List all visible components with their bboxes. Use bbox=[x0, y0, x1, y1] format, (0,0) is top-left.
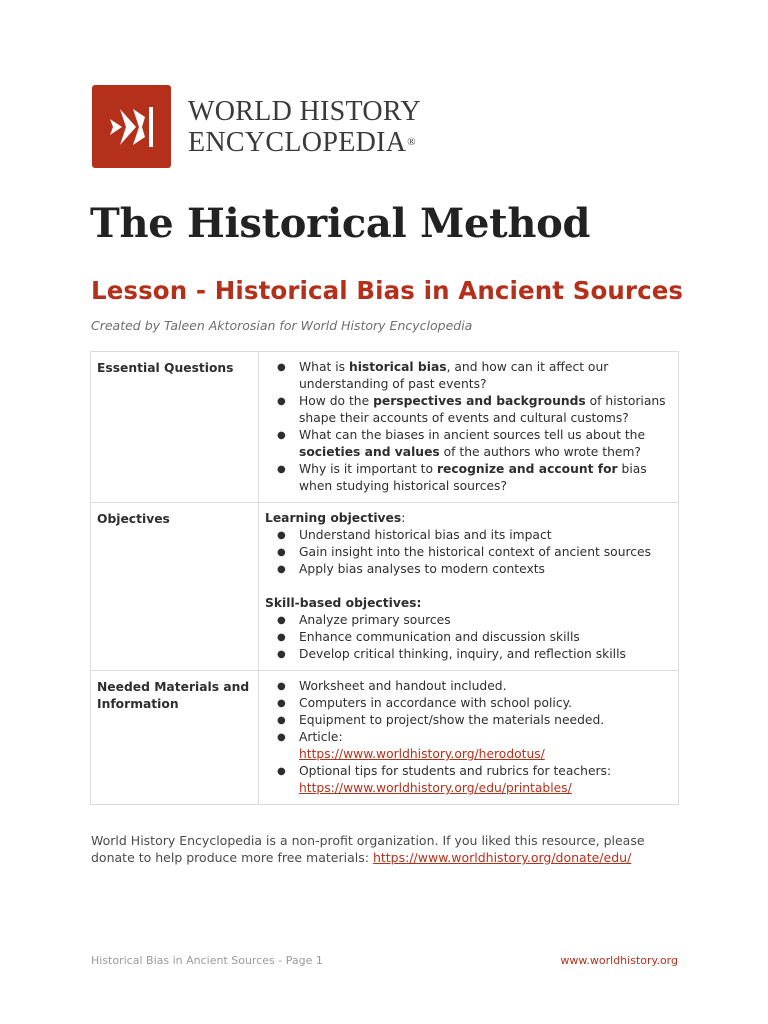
logo-emblem-icon bbox=[102, 97, 162, 157]
article-link[interactable]: https://www.worldhistory.org/herodotus/ bbox=[299, 747, 545, 761]
table-row-materials bbox=[91, 671, 679, 805]
item-text: Why is it important to bbox=[299, 462, 437, 476]
donate-link[interactable]: https://www.worldhistory.org/donate/edu/ bbox=[372, 850, 632, 865]
item-emphasis: historical bias bbox=[348, 360, 447, 374]
learning-objectives-list bbox=[265, 527, 672, 578]
list-item: ● Understand historical bias and its impact bbox=[265, 527, 672, 544]
footer-page-label: Historical Bias in Ancient Sources - Page 1 bbox=[91, 954, 323, 967]
list-item bbox=[265, 359, 672, 393]
list-item: ● Equipment to project/show the materials needed. bbox=[265, 712, 672, 729]
item-text: What can the biases in ancient sources tell us about the bbox=[299, 428, 646, 442]
registered-mark: ® bbox=[407, 135, 416, 148]
row-label-materials: Needed Materials and Information bbox=[91, 671, 259, 805]
tips-label: Optional tips for students and rubrics for teachers: bbox=[299, 764, 612, 778]
note-text: World History Encyclopedia is a non-profit organization. If you liked this resource, please donate to help produce more free materials: bbox=[91, 833, 645, 865]
list-item bbox=[265, 729, 672, 763]
item-emphasis: societies and values bbox=[299, 445, 440, 459]
item-text: What is bbox=[299, 360, 349, 374]
item-text: How do the bbox=[299, 394, 374, 408]
donation-note bbox=[91, 832, 691, 866]
brand-wordmark bbox=[188, 96, 421, 158]
essential-questions-content bbox=[259, 352, 679, 503]
learning-objectives-heading bbox=[265, 510, 672, 527]
heading-colon: : bbox=[401, 511, 406, 525]
materials-list bbox=[265, 678, 672, 797]
spacer bbox=[265, 578, 672, 595]
list-item bbox=[265, 763, 672, 797]
item-text: bias when studying historical sources? bbox=[299, 462, 647, 493]
heading-text: Learning objectives bbox=[265, 511, 402, 525]
byline: Created by Taleen Aktorosian for World History Encyclopedia bbox=[91, 318, 473, 333]
list-item: ● Computers in accordance with school policy. bbox=[265, 695, 672, 712]
list-item bbox=[265, 393, 672, 427]
brand-line-2 bbox=[188, 127, 421, 158]
logo-icon bbox=[92, 85, 171, 168]
item-text: of the authors who wrote them? bbox=[439, 445, 641, 459]
item-emphasis: perspectives and backgrounds bbox=[373, 394, 586, 408]
row-label-essential-questions: Essential Questions bbox=[91, 352, 259, 503]
footer-site-link[interactable]: www.worldhistory.org bbox=[560, 954, 678, 967]
heading-text: Skill-based objectives: bbox=[265, 596, 422, 610]
article-label: Article: bbox=[299, 730, 343, 744]
materials-content bbox=[259, 671, 679, 805]
row-label-objectives: Objectives bbox=[91, 503, 259, 671]
list-item bbox=[265, 461, 672, 495]
brand-line-2-text: ENCYCLOPEDIA bbox=[188, 126, 407, 158]
brand-logo[interactable] bbox=[92, 85, 421, 168]
item-text: of historians shape their accounts of events and cultural customs? bbox=[299, 394, 666, 425]
list-item: ● Analyze primary sources bbox=[265, 612, 672, 629]
list-item: ● Worksheet and handout included. bbox=[265, 678, 672, 695]
lesson-subtitle: Lesson - Historical Bias in Ancient Sources bbox=[91, 276, 684, 305]
list-item: ● Apply bias analyses to modern contexts bbox=[265, 561, 672, 578]
printables-link[interactable]: https://www.worldhistory.org/edu/printables/ bbox=[299, 781, 572, 795]
skill-objectives-list bbox=[265, 612, 672, 663]
essential-questions-list bbox=[265, 359, 672, 495]
table-row-objectives bbox=[91, 503, 679, 671]
list-item bbox=[265, 427, 672, 461]
objectives-content bbox=[259, 503, 679, 671]
brand-line-1: WORLD HISTORY bbox=[188, 95, 421, 127]
list-item: ● Gain insight into the historical context of ancient sources bbox=[265, 544, 672, 561]
lesson-table bbox=[90, 351, 679, 805]
table-row-essential-questions bbox=[91, 352, 679, 503]
item-text: , and how can it affect our understanding of past events? bbox=[299, 360, 609, 391]
skill-objectives-heading bbox=[265, 595, 672, 612]
item-emphasis: recognize and account for bbox=[436, 462, 618, 476]
list-item: ● Develop critical thinking, inquiry, and reflection skills bbox=[265, 646, 672, 663]
list-item: ● Enhance communication and discussion skills bbox=[265, 629, 672, 646]
page-title: The Historical Method bbox=[90, 200, 591, 247]
